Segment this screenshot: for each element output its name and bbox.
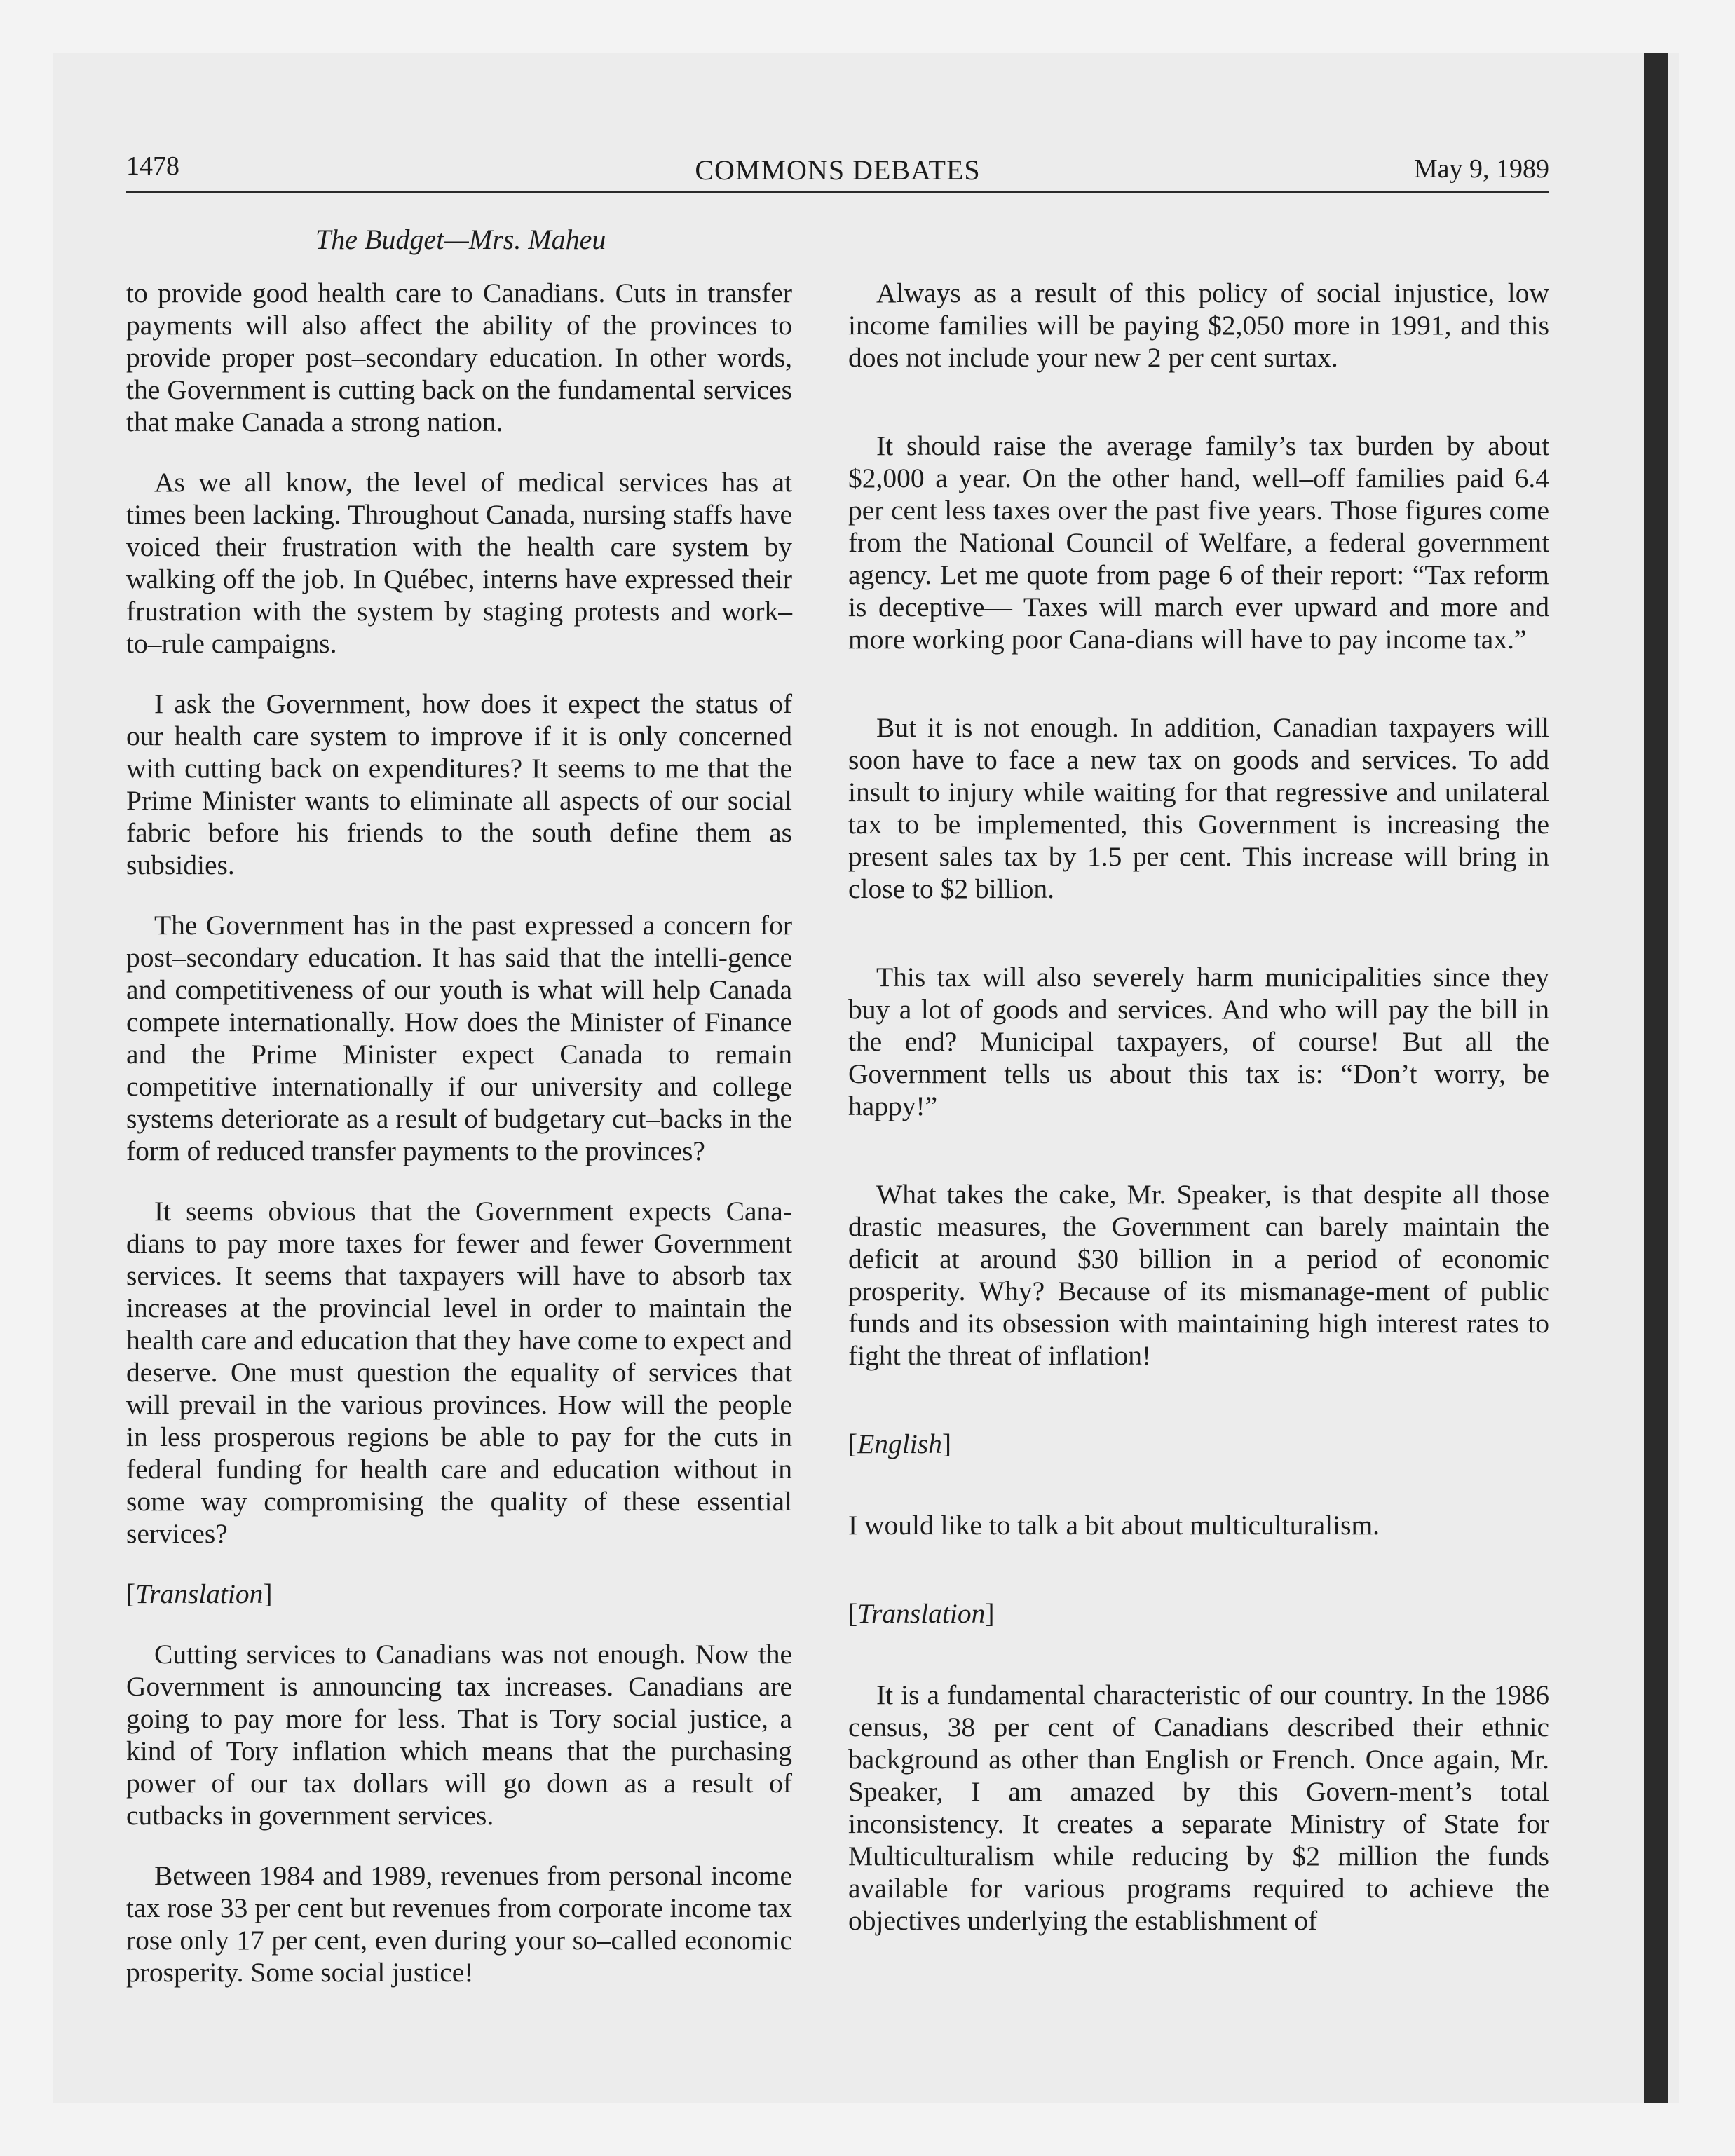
language-tag: [English] xyxy=(848,1428,952,1459)
paragraph: I ask the Government, how does it expect the status of our health care system to improve if it is only concerned with cutting back on expenditures? It seems to me that the Prime Minister wants to eliminate all aspects of our social fabric before his friends to the south define them as subsidies. xyxy=(126,688,792,880)
scan-edge-shadow xyxy=(1644,53,1668,2103)
paragraph: to provide good health care to Canadians. Cuts in transfer payments will also affect the ability of the provinces to provide proper post–secondary education. In other words, the Government is cutting back on the fundamental services that make Canada a strong nation. xyxy=(126,278,792,437)
language-tag-text: English xyxy=(857,1428,942,1459)
publication-title: COMMONS DEBATES xyxy=(695,154,981,186)
paragraph: It should raise the average family’s tax burden by about $2,000 a year. On the other hand, well–off families paid 6.4 per cent less taxes over the past five years. Those figures come from the National Council of Welfare, a federal government agency. Let me quote from page 6 of their report: “Tax reform is deceptive— Taxes will march ever upward and more and more working poor Cana-dians will have to pay income tax.” xyxy=(848,430,1549,655)
paragraph: But it is not enough. In addition, Canadian taxpayers will soon have to face a new tax on goods and services. To add insult to injury while waiting for that regressive and unilateral tax to be implemented, this Government is increasing the present sales tax by 1.5 per cent. This increase will bring in close to $2 billion. xyxy=(848,712,1549,904)
right-column xyxy=(848,277,1549,1993)
paragraph: Always as a result of this policy of social injustice, low income families will be paying $2,050 more in 1991, and this does not include your new 2 per cent surtax. xyxy=(848,278,1549,373)
left-column xyxy=(126,277,792,2017)
running-head: The Budget—Mrs. Maheu xyxy=(315,224,606,255)
header-rule xyxy=(126,191,1549,193)
language-tag: [Translation] xyxy=(126,1578,273,1609)
publication-date: May 9, 1989 xyxy=(1413,154,1549,184)
paragraph: This tax will also severely harm municipalities since they buy a lot of goods and services. And who will pay the bill in the end? Municipal taxpayers, of course! But all the Government tells us about this tax is: “Don’t worry, be happy!” xyxy=(848,962,1549,1121)
page-number: 1478 xyxy=(126,151,179,181)
language-tag: [Translation] xyxy=(848,1598,995,1629)
paragraph: It is a fundamental characteristic of our country. In the 1986 census, 38 per cent of Canadians described their ethnic background as other than English or French. Once again, Mr. Speaker, I am amazed by this Govern-ment’s total inconsistency. It creates a separate Ministry of State for Multiculturalism while reducing by $2 million the funds available for various programs required to achieve the objectives underlying the establishment of xyxy=(848,1679,1549,1936)
paragraph: It seems obvious that the Government expects Cana-dians to pay more taxes for fewer and fewer Government services. It seems that taxpayers will have to absorb tax increases at the provincial level in order to maintain the health care and education that they have come to expect and deserve. One must question the equality of services that will prevail in the various provinces. How will the people in less prosperous regions be able to pay for the cuts in federal funding for health care and education without in some way compromising the quality of these essential services? xyxy=(126,1196,792,1549)
paragraph: As we all know, the level of medical services has at times been lacking. Throughout Canada, nursing staffs have voiced their frustration with the health care system by walking off the job. In Québec, interns have expressed their frustration with the system by staging protests and work–to–rule campaigns. xyxy=(126,467,792,659)
paragraph: I would like to talk a bit about multiculturalism. xyxy=(848,1510,1380,1541)
page-header xyxy=(126,151,1549,193)
paragraph: What takes the cake, Mr. Speaker, is that despite all those drastic measures, the Government can barely maintain the deficit at around $30 billion in a period of economic prosperity. Why? Because of its mismanage-ment of public funds and its obsession with maintaining high interest rates to fight the threat of inflation! xyxy=(848,1179,1549,1371)
language-tag-text: Translation xyxy=(857,1598,986,1629)
language-tag-text: Translation xyxy=(135,1578,264,1609)
paragraph: Between 1984 and 1989, revenues from personal income tax rose 33 per cent but revenues from corporate income tax rose only 17 per cent, even during your so–called economic prosperity. Some social justice! xyxy=(126,1860,792,1988)
paragraph: The Government has in the past expressed a concern for post–secondary education. It has said that the intelli-gence and competitiveness of our youth is what will help Canada compete internationally. How does the Minister of Finance and the Prime Minister expect Canada to remain competitive internationally if our university and college systems deteriorate as a result of budgetary cut–backs in the form of reduced transfer payments to the provinces? xyxy=(126,910,792,1166)
paragraph: Cutting services to Canadians was not enough. Now the Government is announcing tax increases. Canadians are going to pay more for less. That is Tory social justice, a kind of Tory inflation which means that the purchasing power of our tax dollars will go down as a result of cutbacks in government services. xyxy=(126,1639,792,1831)
